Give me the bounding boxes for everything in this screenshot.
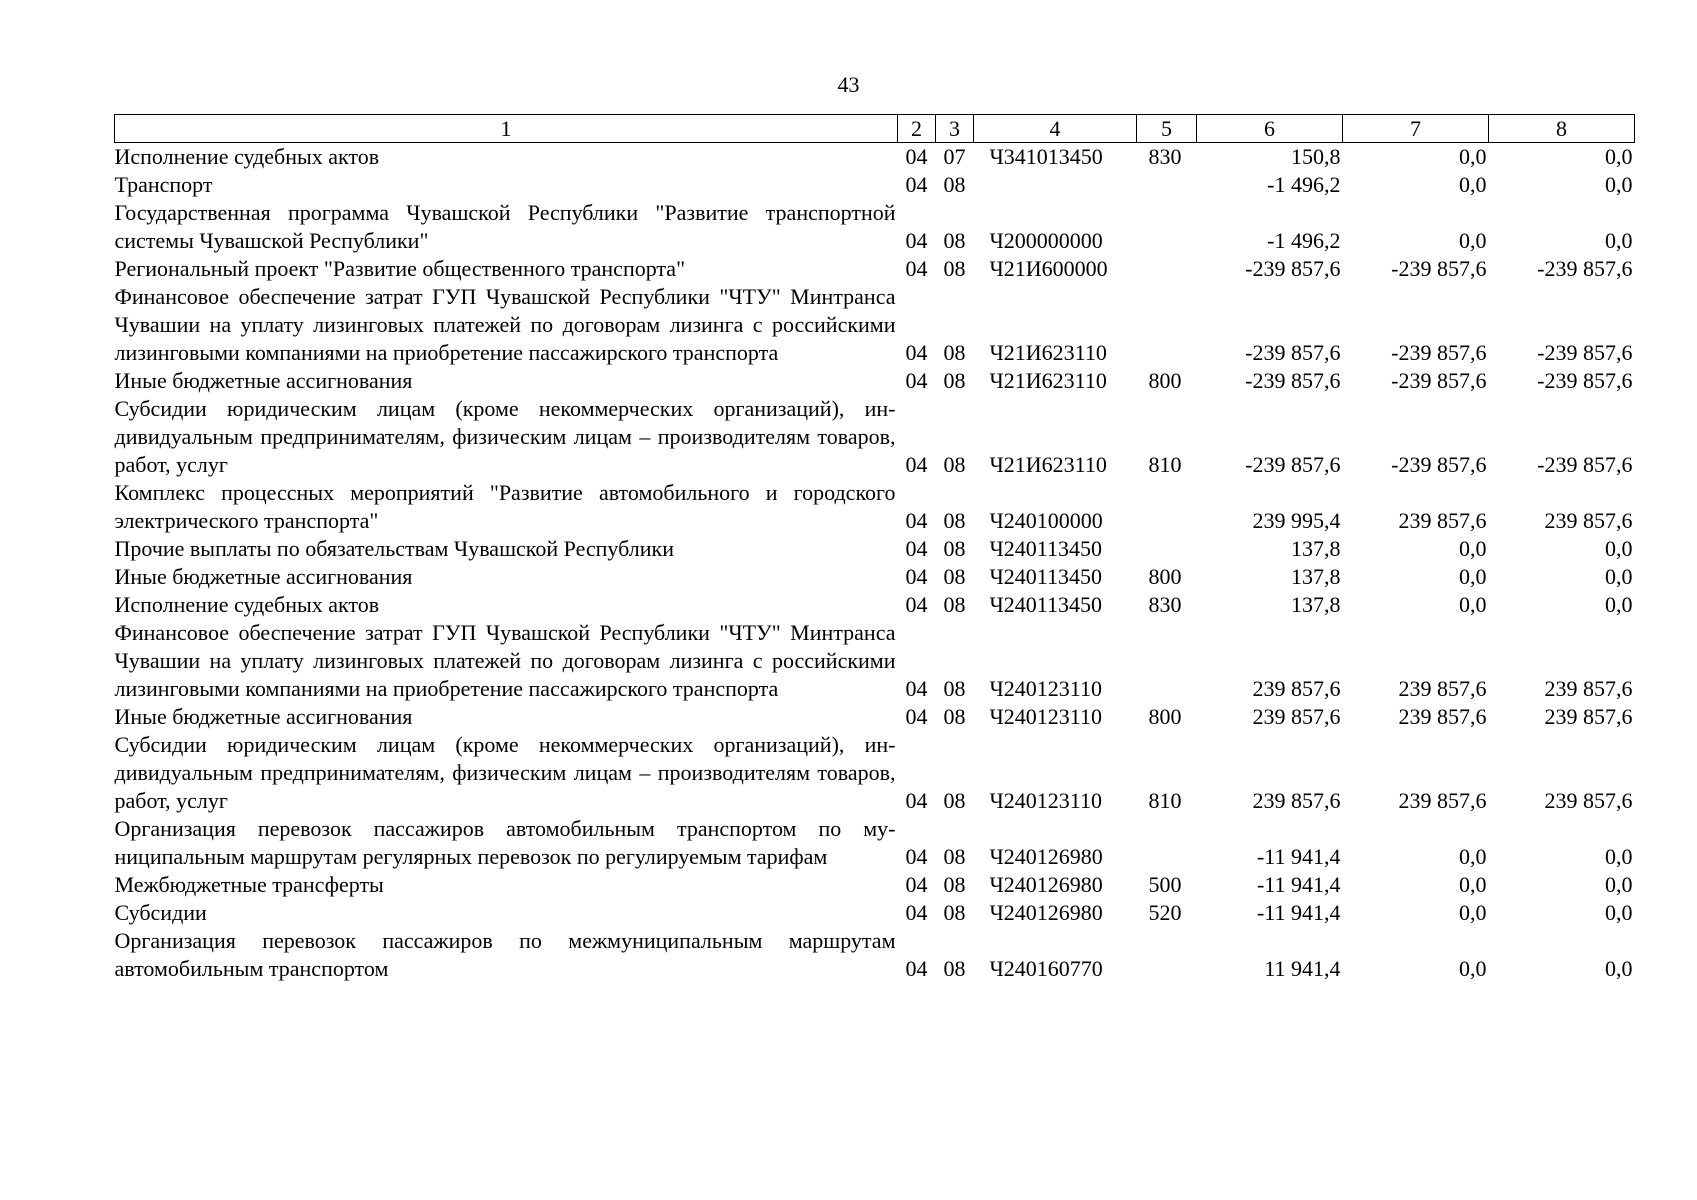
row-value-col8: -239 857,6 bbox=[1537, 256, 1633, 281]
row-section-code: 04 bbox=[905, 144, 928, 169]
column-header-8: 8 bbox=[1489, 115, 1635, 143]
page-number: 43 bbox=[837, 72, 860, 97]
row-value-col6: 137,8 bbox=[1291, 536, 1341, 561]
table-row bbox=[115, 563, 1635, 591]
row-value-col6: -239 857,6 bbox=[1245, 368, 1341, 393]
row-section-code: 04 bbox=[905, 536, 928, 561]
row-value-col7: -239 857,6 bbox=[1391, 340, 1487, 365]
row-value-col7: 0,0 bbox=[1459, 844, 1487, 869]
row-expense-type: 810 bbox=[1148, 788, 1182, 813]
row-name: Межбюджетные трансферты bbox=[114, 872, 384, 897]
row-value-col7: 239 857,6 bbox=[1398, 704, 1487, 729]
table-row bbox=[115, 871, 1635, 899]
row-value-col6: 11 941,4 bbox=[1264, 956, 1341, 981]
row-target-article: Ч240126980 bbox=[989, 900, 1103, 925]
row-target-article bbox=[974, 171, 1137, 199]
row-value-col6: -1 496,2 bbox=[1267, 228, 1341, 253]
row-value-col6: 239 857,6 bbox=[1252, 676, 1341, 701]
table-row bbox=[115, 143, 1635, 172]
row-value-col6: -239 857,6 bbox=[1245, 256, 1341, 281]
row-expense-type: 830 bbox=[1148, 592, 1182, 617]
row-subsection-code: 08 bbox=[943, 872, 966, 897]
table-header-row bbox=[115, 115, 1635, 143]
row-section-code: 04 bbox=[905, 256, 928, 281]
row-value-col7: 0,0 bbox=[1459, 592, 1487, 617]
table-row bbox=[115, 899, 1635, 927]
row-expense-type: 800 bbox=[1148, 368, 1182, 393]
row-subsection-code: 07 bbox=[943, 144, 966, 169]
row-subsection-code: 08 bbox=[943, 228, 966, 253]
row-name: Организация перевозок пассажиров автомобильным транспортом по муниципальным маршрутам регулярных перевозок по регулируемым тарифам bbox=[114, 816, 896, 869]
row-name: Исполнение судебных актов bbox=[114, 144, 380, 169]
row-value-col7: 0,0 bbox=[1459, 900, 1487, 925]
row-subsection-code: 08 bbox=[943, 340, 966, 365]
row-name: Иные бюджетные ассигнования bbox=[114, 704, 413, 729]
row-name: Организация перевозок пассажиров по межмуниципальным маршрутам автомобильным транспортом bbox=[114, 928, 896, 981]
table-row bbox=[115, 199, 1635, 255]
row-value-col8: 239 857,6 bbox=[1544, 788, 1633, 813]
table-row bbox=[115, 731, 1635, 815]
row-subsection-code: 08 bbox=[943, 452, 966, 477]
row-target-article: Ч240113450 bbox=[989, 564, 1102, 589]
row-section-code: 04 bbox=[905, 368, 928, 393]
row-expense-type bbox=[1137, 535, 1197, 563]
row-name: Финансовое обеспечение затрат ГУП Чувашской Республики "ЧТУ" Минтранса Чувашии на уплату лизинговых платежей по договорам лизинга с российскими лизинговыми компаниями на приобретение пассажирского транспорта bbox=[114, 284, 896, 365]
row-expense-type bbox=[1137, 199, 1197, 255]
row-value-col8: 0,0 bbox=[1605, 872, 1633, 897]
row-section-code: 04 bbox=[905, 844, 928, 869]
row-expense-type bbox=[1137, 619, 1197, 703]
row-section-code: 04 bbox=[905, 508, 928, 533]
row-subsection-code: 08 bbox=[943, 592, 966, 617]
row-target-article: Ч240113450 bbox=[989, 536, 1102, 561]
table-row bbox=[115, 479, 1635, 535]
row-value-col8: 0,0 bbox=[1605, 536, 1633, 561]
row-target-article: Ч240126980 bbox=[989, 872, 1103, 897]
row-value-col6: -239 857,6 bbox=[1245, 452, 1341, 477]
row-name: Иные бюджетные ассигнования bbox=[114, 564, 413, 589]
row-expense-type bbox=[1137, 171, 1197, 199]
table-row bbox=[115, 703, 1635, 731]
row-target-article: Ч21И623110 bbox=[989, 452, 1107, 477]
row-target-article: Ч240113450 bbox=[989, 592, 1102, 617]
row-value-col7: 0,0 bbox=[1459, 564, 1487, 589]
row-target-article: Ч240123110 bbox=[989, 676, 1102, 701]
table-row bbox=[115, 283, 1635, 367]
row-target-article: Ч21И623110 bbox=[989, 340, 1107, 365]
row-expense-type bbox=[1137, 815, 1197, 871]
row-target-article: Ч21И600000 bbox=[989, 256, 1108, 281]
row-section-code: 04 bbox=[905, 956, 928, 981]
row-value-col8: 0,0 bbox=[1605, 144, 1633, 169]
row-name: Финансовое обеспечение затрат ГУП Чувашской Республики "ЧТУ" Минтранса Чувашии на уплату лизинговых платежей по договорам лизинга с российскими лизинговыми компаниями на приобретение пассажирского транспорта bbox=[114, 620, 896, 701]
table-row bbox=[115, 619, 1635, 703]
table-row bbox=[115, 815, 1635, 871]
row-expense-type bbox=[1137, 927, 1197, 983]
row-expense-type bbox=[1137, 479, 1197, 535]
row-target-article: Ч240123110 bbox=[989, 704, 1102, 729]
row-subsection-code: 08 bbox=[943, 844, 966, 869]
row-name: Субсидии юридическим лицам (кроме некоммерческих организаций), индивидуальным предпринимателям, физическим лицам – производителям товаров, работ, услуг bbox=[114, 396, 896, 477]
row-value-col8: 0,0 bbox=[1605, 592, 1633, 617]
column-header-4: 4 bbox=[974, 115, 1137, 143]
row-value-col6: 137,8 bbox=[1291, 592, 1341, 617]
row-expense-type: 520 bbox=[1148, 900, 1182, 925]
row-name: Комплекс процессных мероприятий "Развитие автомобильного и городского электрического транспорта" bbox=[114, 480, 896, 533]
row-expense-type: 830 bbox=[1148, 144, 1182, 169]
row-name: Транспорт bbox=[114, 172, 213, 197]
row-value-col7: 0,0 bbox=[1459, 536, 1487, 561]
row-value-col8: -239 857,6 bbox=[1537, 340, 1633, 365]
table-row bbox=[115, 535, 1635, 563]
table-row bbox=[115, 367, 1635, 395]
row-name: Региональный проект "Развитие общественного транспорта" bbox=[114, 256, 686, 281]
row-value-col7: 0,0 bbox=[1459, 872, 1487, 897]
row-value-col7: 239 857,6 bbox=[1398, 676, 1487, 701]
row-section-code: 04 bbox=[905, 228, 928, 253]
row-value-col8: 239 857,6 bbox=[1544, 508, 1633, 533]
row-value-col6: -239 857,6 bbox=[1245, 340, 1341, 365]
row-value-col8: 0,0 bbox=[1605, 564, 1633, 589]
row-value-col7: -239 857,6 bbox=[1391, 256, 1487, 281]
row-value-col8: 0,0 bbox=[1605, 228, 1633, 253]
table-row bbox=[115, 255, 1635, 283]
row-name: Государственная программа Чувашской Республики "Развитие транспортной системы Чувашской Республики" bbox=[114, 200, 896, 253]
column-header-7: 7 bbox=[1343, 115, 1489, 143]
row-section-code: 04 bbox=[905, 340, 928, 365]
row-name: Исполнение судебных актов bbox=[114, 592, 380, 617]
row-value-col6: 137,8 bbox=[1291, 564, 1341, 589]
row-value-col8: 0,0 bbox=[1605, 900, 1633, 925]
row-target-article: Ч200000000 bbox=[989, 228, 1103, 253]
row-section-code: 04 bbox=[905, 872, 928, 897]
row-value-col6: -11 941,4 bbox=[1256, 872, 1341, 897]
table-body bbox=[115, 143, 1635, 984]
row-target-article: Ч21И623110 bbox=[989, 368, 1107, 393]
row-target-article: Ч240100000 bbox=[989, 508, 1103, 533]
row-section-code: 04 bbox=[905, 676, 928, 701]
row-section-code: 04 bbox=[905, 172, 928, 197]
table-row bbox=[115, 591, 1635, 619]
row-subsection-code: 08 bbox=[943, 564, 966, 589]
table-row bbox=[115, 395, 1635, 479]
row-value-col7: 239 857,6 bbox=[1398, 788, 1487, 813]
row-section-code: 04 bbox=[905, 452, 928, 477]
row-value-col8: 0,0 bbox=[1605, 844, 1633, 869]
row-subsection-code: 08 bbox=[943, 256, 966, 281]
row-value-col7: -239 857,6 bbox=[1391, 452, 1487, 477]
row-target-article: Ч240126980 bbox=[989, 844, 1103, 869]
row-value-col8: 0,0 bbox=[1605, 172, 1633, 197]
row-subsection-code: 08 bbox=[943, 368, 966, 393]
row-name: Субсидии юридическим лицам (кроме некоммерческих организаций), индивидуальным предпринимателям, физическим лицам – производителям товаров, работ, услуг bbox=[114, 732, 896, 813]
row-value-col6: -11 941,4 bbox=[1256, 844, 1341, 869]
row-section-code: 04 bbox=[905, 592, 928, 617]
column-header-6: 6 bbox=[1197, 115, 1343, 143]
row-subsection-code: 08 bbox=[943, 704, 966, 729]
row-value-col8: 239 857,6 bbox=[1544, 676, 1633, 701]
column-header-2: 2 bbox=[898, 115, 936, 143]
row-target-article: Ч240123110 bbox=[989, 788, 1102, 813]
row-value-col7: 239 857,6 bbox=[1398, 508, 1487, 533]
row-value-col6: -11 941,4 bbox=[1256, 900, 1341, 925]
table-row bbox=[115, 927, 1635, 983]
row-value-col7: 0,0 bbox=[1459, 956, 1487, 981]
row-subsection-code: 08 bbox=[943, 536, 966, 561]
row-section-code: 04 bbox=[905, 900, 928, 925]
row-subsection-code: 08 bbox=[943, 676, 966, 701]
budget-table bbox=[114, 114, 1635, 983]
row-target-article: Ч341013450 bbox=[989, 144, 1103, 169]
row-subsection-code: 08 bbox=[943, 172, 966, 197]
row-value-col7: 0,0 bbox=[1459, 172, 1487, 197]
row-target-article: Ч240160770 bbox=[989, 956, 1103, 981]
row-subsection-code: 08 bbox=[943, 900, 966, 925]
row-value-col8: -239 857,6 bbox=[1537, 452, 1633, 477]
row-subsection-code: 08 bbox=[943, 788, 966, 813]
row-value-col6: 239 857,6 bbox=[1252, 788, 1341, 813]
row-name: Прочие выплаты по обязательствам Чувашской Республики bbox=[114, 536, 674, 561]
row-value-col6: 150,8 bbox=[1291, 144, 1341, 169]
column-header-5: 5 bbox=[1137, 115, 1197, 143]
row-value-col6: -1 496,2 bbox=[1267, 172, 1341, 197]
row-value-col7: 0,0 bbox=[1459, 144, 1487, 169]
column-header-1: 1 bbox=[115, 115, 898, 143]
table-row bbox=[115, 171, 1635, 199]
row-expense-type: 800 bbox=[1148, 564, 1182, 589]
row-value-col8: -239 857,6 bbox=[1537, 368, 1633, 393]
row-section-code: 04 bbox=[905, 704, 928, 729]
row-name: Иные бюджетные ассигнования bbox=[114, 368, 413, 393]
row-value-col6: 239 857,6 bbox=[1252, 704, 1341, 729]
row-subsection-code: 08 bbox=[943, 508, 966, 533]
row-value-col7: 0,0 bbox=[1459, 228, 1487, 253]
row-expense-type: 500 bbox=[1148, 872, 1182, 897]
row-value-col7: -239 857,6 bbox=[1391, 368, 1487, 393]
row-expense-type bbox=[1137, 283, 1197, 367]
row-value-col8: 0,0 bbox=[1605, 956, 1633, 981]
row-value-col8: 239 857,6 bbox=[1544, 704, 1633, 729]
row-subsection-code: 08 bbox=[943, 956, 966, 981]
row-name: Субсидии bbox=[114, 900, 207, 925]
row-section-code: 04 bbox=[905, 788, 928, 813]
row-value-col6: 239 995,4 bbox=[1252, 508, 1341, 533]
row-expense-type: 800 bbox=[1148, 704, 1182, 729]
row-section-code: 04 bbox=[905, 564, 928, 589]
row-expense-type bbox=[1137, 255, 1197, 283]
column-header-3: 3 bbox=[936, 115, 974, 143]
row-expense-type: 810 bbox=[1148, 452, 1182, 477]
